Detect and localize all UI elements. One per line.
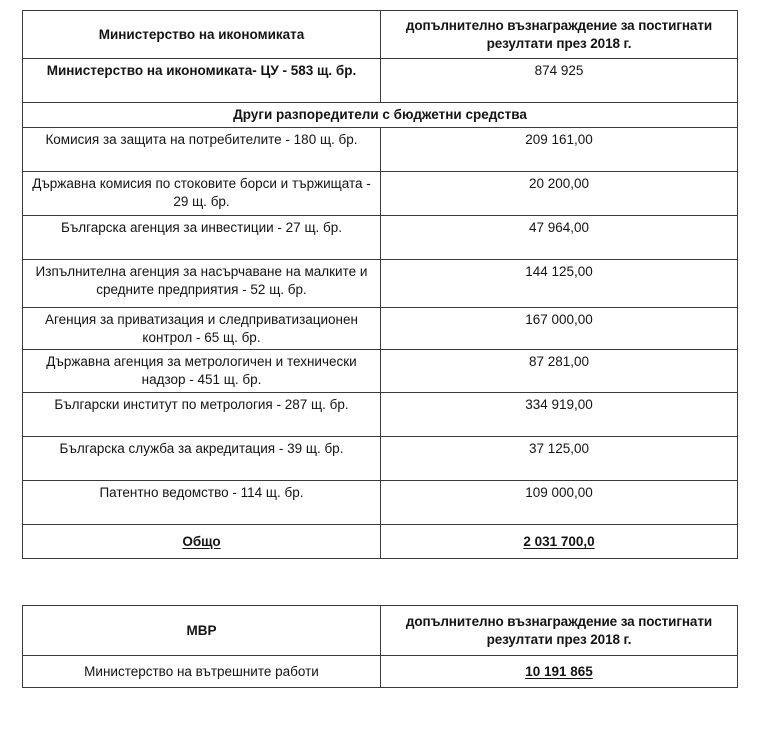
row-value: 20 200,00 <box>381 171 738 215</box>
row-value: 209 161,00 <box>381 127 738 171</box>
row-value: 87 281,00 <box>381 350 738 393</box>
total-label <box>23 525 381 559</box>
table-row <box>23 437 738 481</box>
table-row <box>23 215 738 259</box>
section-header-row <box>23 103 738 128</box>
table-row <box>23 393 738 437</box>
row-name: Държавна комисия по стоковите борси и тържищата - 29 щ. бр. <box>23 171 381 215</box>
row-name: Българска агенция за инвестиции - 27 щ. бр. <box>23 215 381 259</box>
section-header-other-spenders: Други разпоредители с бюджетни средства <box>23 103 738 128</box>
row-value: 334 919,00 <box>381 393 738 437</box>
row-name: Патентно ведомство - 114 щ. бр. <box>23 481 381 525</box>
row-name: Изпълнителна агенция за насърчаване на малките и средните предприятия - 52 щ. бр. <box>23 259 381 307</box>
total-label-text: Общо <box>182 533 221 549</box>
header-cell-bonus: допълнително възнаграждение за постигнати резултати през 2018 г. <box>381 606 738 656</box>
table-row <box>23 171 738 215</box>
row-value: 47 964,00 <box>381 215 738 259</box>
row-name-ministry-of-interior: Министерство на вътрешните работи <box>23 656 381 688</box>
table-row <box>23 350 738 393</box>
total-value <box>381 525 738 559</box>
row-name: Държавна агенция за метрологичен и технически надзор - 451 щ. бр. <box>23 350 381 393</box>
row-name-central-administration: Министерство на икономиката- ЦУ - 583 щ. бр. <box>23 59 381 103</box>
table-row <box>23 127 738 171</box>
row-value: 109 000,00 <box>381 481 738 525</box>
table-row <box>23 59 738 103</box>
table-total-row <box>23 525 738 559</box>
table-ministry-of-interior <box>22 605 738 688</box>
row-value-text: 10 191 865 <box>525 663 593 679</box>
table-row <box>23 259 738 307</box>
header-cell-organization: МВР <box>23 606 381 656</box>
row-value-central-administration: 874 925 <box>381 59 738 103</box>
row-name: Агенция за приватизация и следприватизационен контрол - 65 щ. бр. <box>23 307 381 350</box>
row-value-ministry-of-interior <box>381 656 738 688</box>
row-value: 37 125,00 <box>381 437 738 481</box>
table-row <box>23 481 738 525</box>
table-header-row <box>23 11 738 59</box>
row-value: 167 000,00 <box>381 307 738 350</box>
row-value: 144 125,00 <box>381 259 738 307</box>
total-value-text: 2 031 700,0 <box>523 533 595 549</box>
table-ministry-of-economy <box>22 10 738 559</box>
header-cell-bonus: допълнително възнаграждение за постигнати резултати през 2018 г. <box>381 11 738 59</box>
row-name: Българска служба за акредитация - 39 щ. бр. <box>23 437 381 481</box>
header-cell-organization: Министерство на икономиката <box>23 11 381 59</box>
row-name: Комисия за защита на потребителите - 180 щ. бр. <box>23 127 381 171</box>
table-row <box>23 307 738 350</box>
table-header-row <box>23 606 738 656</box>
table-row <box>23 656 738 688</box>
row-name: Български институт по метрология - 287 щ. бр. <box>23 393 381 437</box>
